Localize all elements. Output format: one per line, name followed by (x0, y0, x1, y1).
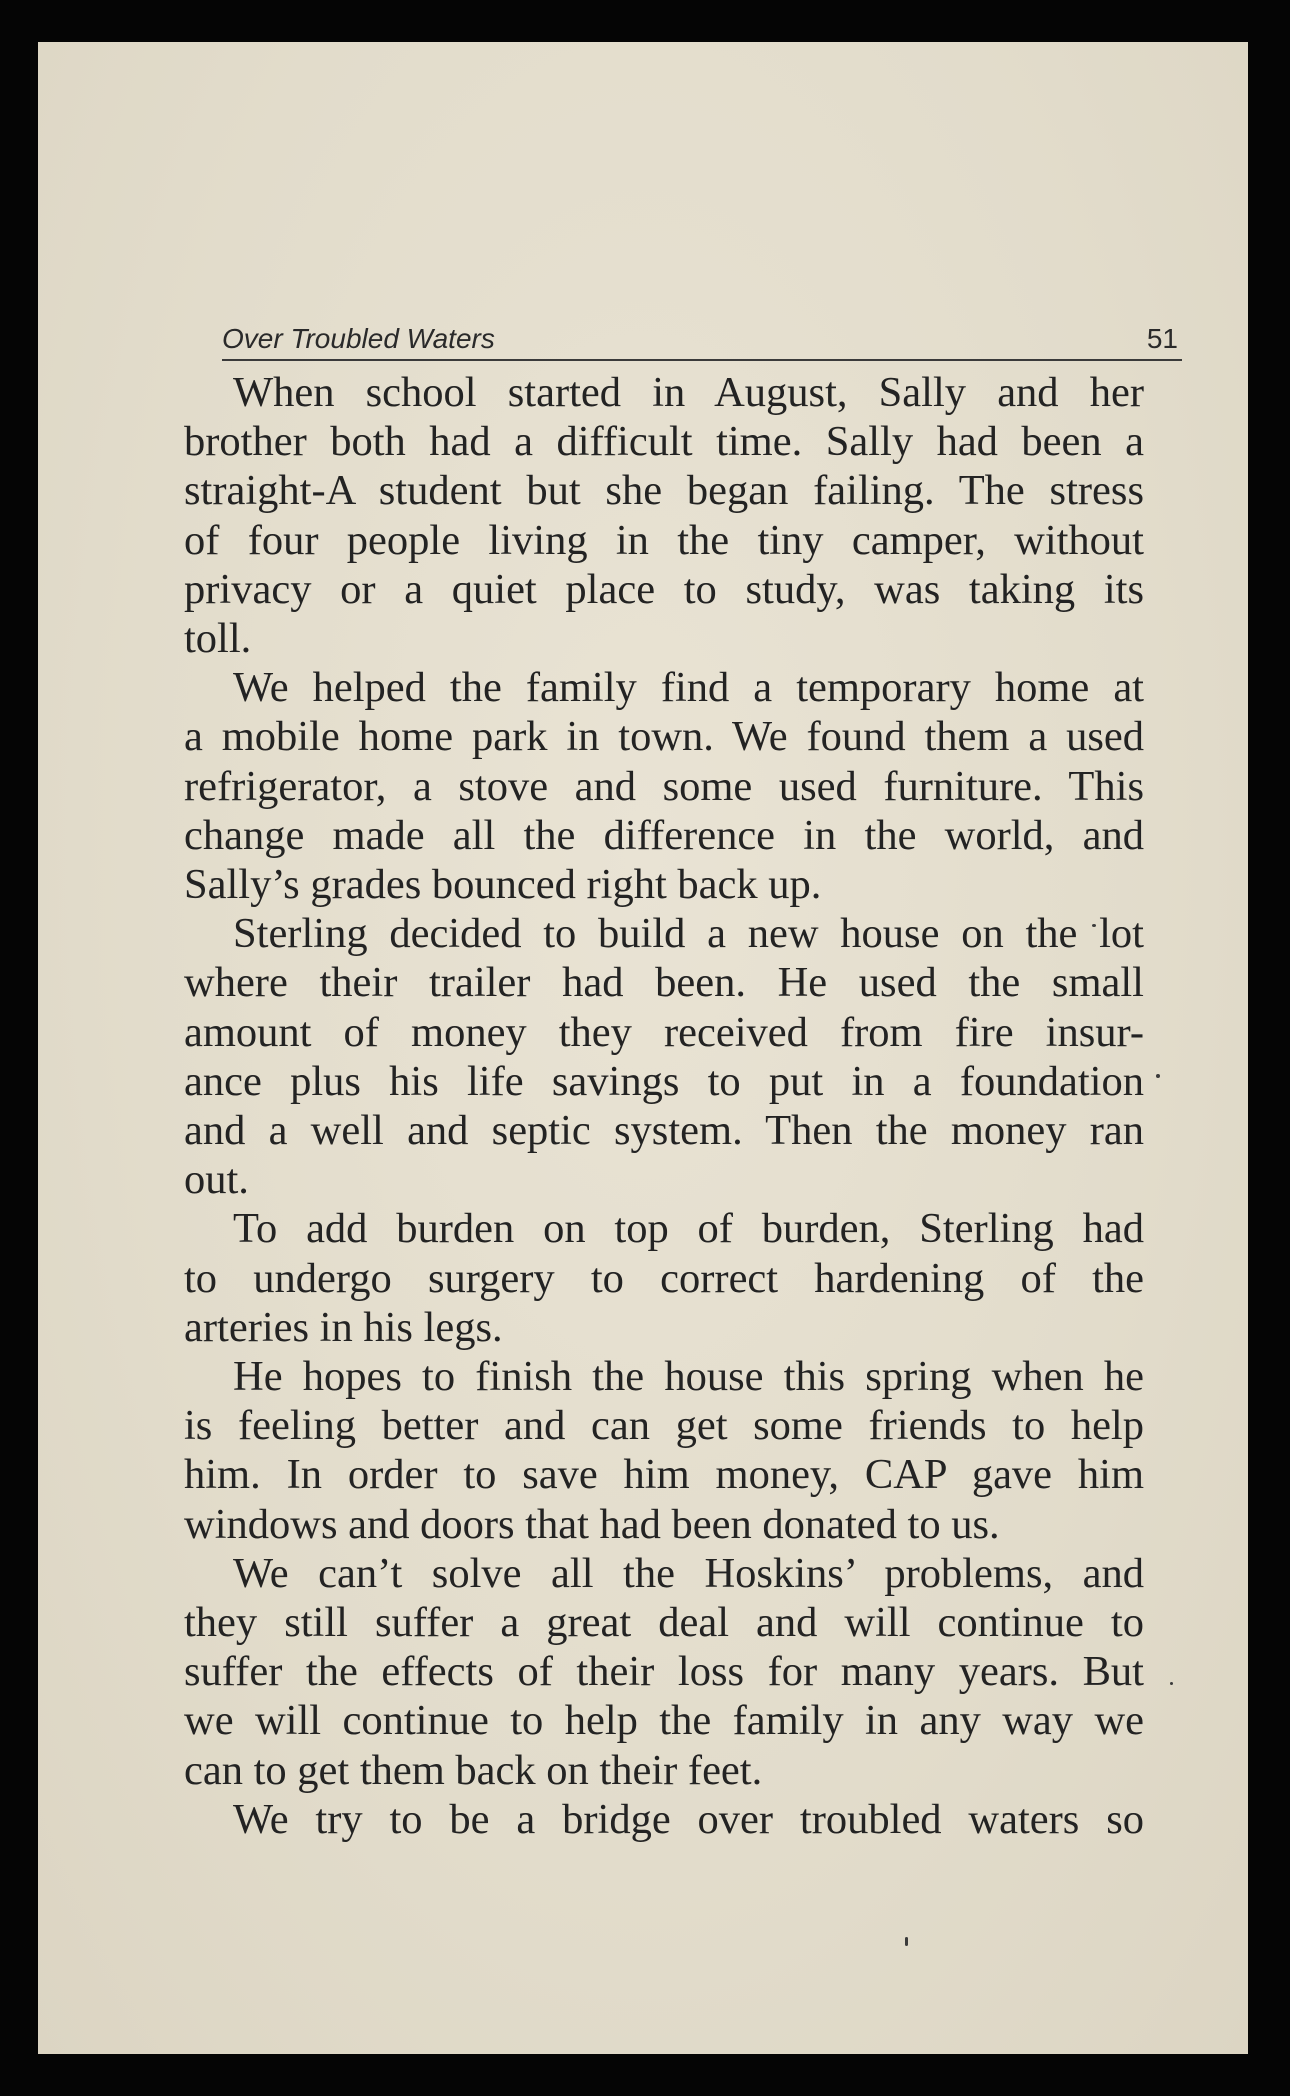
text-line: We can’t solve all the Hoskins’ problems, and (233, 1549, 1144, 1597)
paragraph (184, 1795, 1144, 1844)
text-line: is feeling better and can get some friends to help (184, 1402, 1144, 1450)
text-line: change made all the difference in the world, and (184, 811, 1144, 859)
paper-speck (1156, 1074, 1160, 1078)
text-line: windows and doors that had been donated to us. (184, 1500, 1000, 1548)
text-line: where their trailer had been. He used the small (184, 959, 1144, 1007)
text-line: him. In order to save him money, CAP gave him (184, 1451, 1144, 1499)
paper-speck (1170, 1682, 1173, 1685)
text-line: to undergo surgery to correct hardening of the (184, 1254, 1144, 1302)
paragraph (184, 368, 1144, 663)
text-line: they still suffer a great deal and will continue to (184, 1599, 1144, 1647)
text-line: privacy or a quiet place to study, was taking its (184, 565, 1144, 613)
text-line: Sally’s grades bounced right back up. (184, 861, 822, 909)
text-line: brother both had a difficult time. Sally had been a (184, 418, 1144, 466)
text-line: amount of money they received from fire insur- (184, 1008, 1144, 1056)
paragraph (184, 1352, 1144, 1549)
text-line: Sterling decided to build a new house on the lot (233, 910, 1144, 958)
text-line: of four people living in the tiny camper, without (184, 516, 1144, 564)
running-head (222, 317, 1182, 361)
paper-speck (905, 1937, 908, 1946)
body-text (184, 368, 1144, 1844)
text-line: refrigerator, a stove and some used furniture. This (184, 762, 1144, 810)
text-line: He hopes to finish the house this spring when he (233, 1353, 1144, 1401)
text-line: suffer the effects of their loss for many years. But (184, 1648, 1144, 1696)
text-line: ance plus his life savings to put in a foundation (184, 1057, 1144, 1105)
text-line: We try to be a bridge over troubled waters so (233, 1795, 1144, 1843)
page-number: 51 (1146, 323, 1178, 354)
text-line: out. (184, 1156, 249, 1204)
text-line: can to get them back on their feet. (184, 1746, 763, 1794)
text-line: toll. (184, 615, 252, 663)
text-line: and a well and septic system. Then the money ran (184, 1107, 1144, 1155)
text-line: We helped the family find a temporary home at (233, 664, 1144, 712)
paragraph (184, 1204, 1144, 1352)
text-line: we will continue to help the family in any way we (184, 1697, 1144, 1745)
paragraph (184, 1549, 1144, 1795)
running-head-title: Over Troubled Waters (222, 323, 495, 354)
text-line: To add burden on top of burden, Sterling had (233, 1205, 1144, 1253)
paragraph (184, 663, 1144, 909)
text-line: arteries in his legs. (184, 1303, 503, 1351)
text-line: straight-A student but she began failing. The stress (184, 467, 1144, 515)
paragraph (184, 909, 1144, 1204)
text-line: a mobile home park in town. We found them a used (184, 713, 1144, 761)
text-line: When school started in August, Sally and her (233, 369, 1144, 416)
